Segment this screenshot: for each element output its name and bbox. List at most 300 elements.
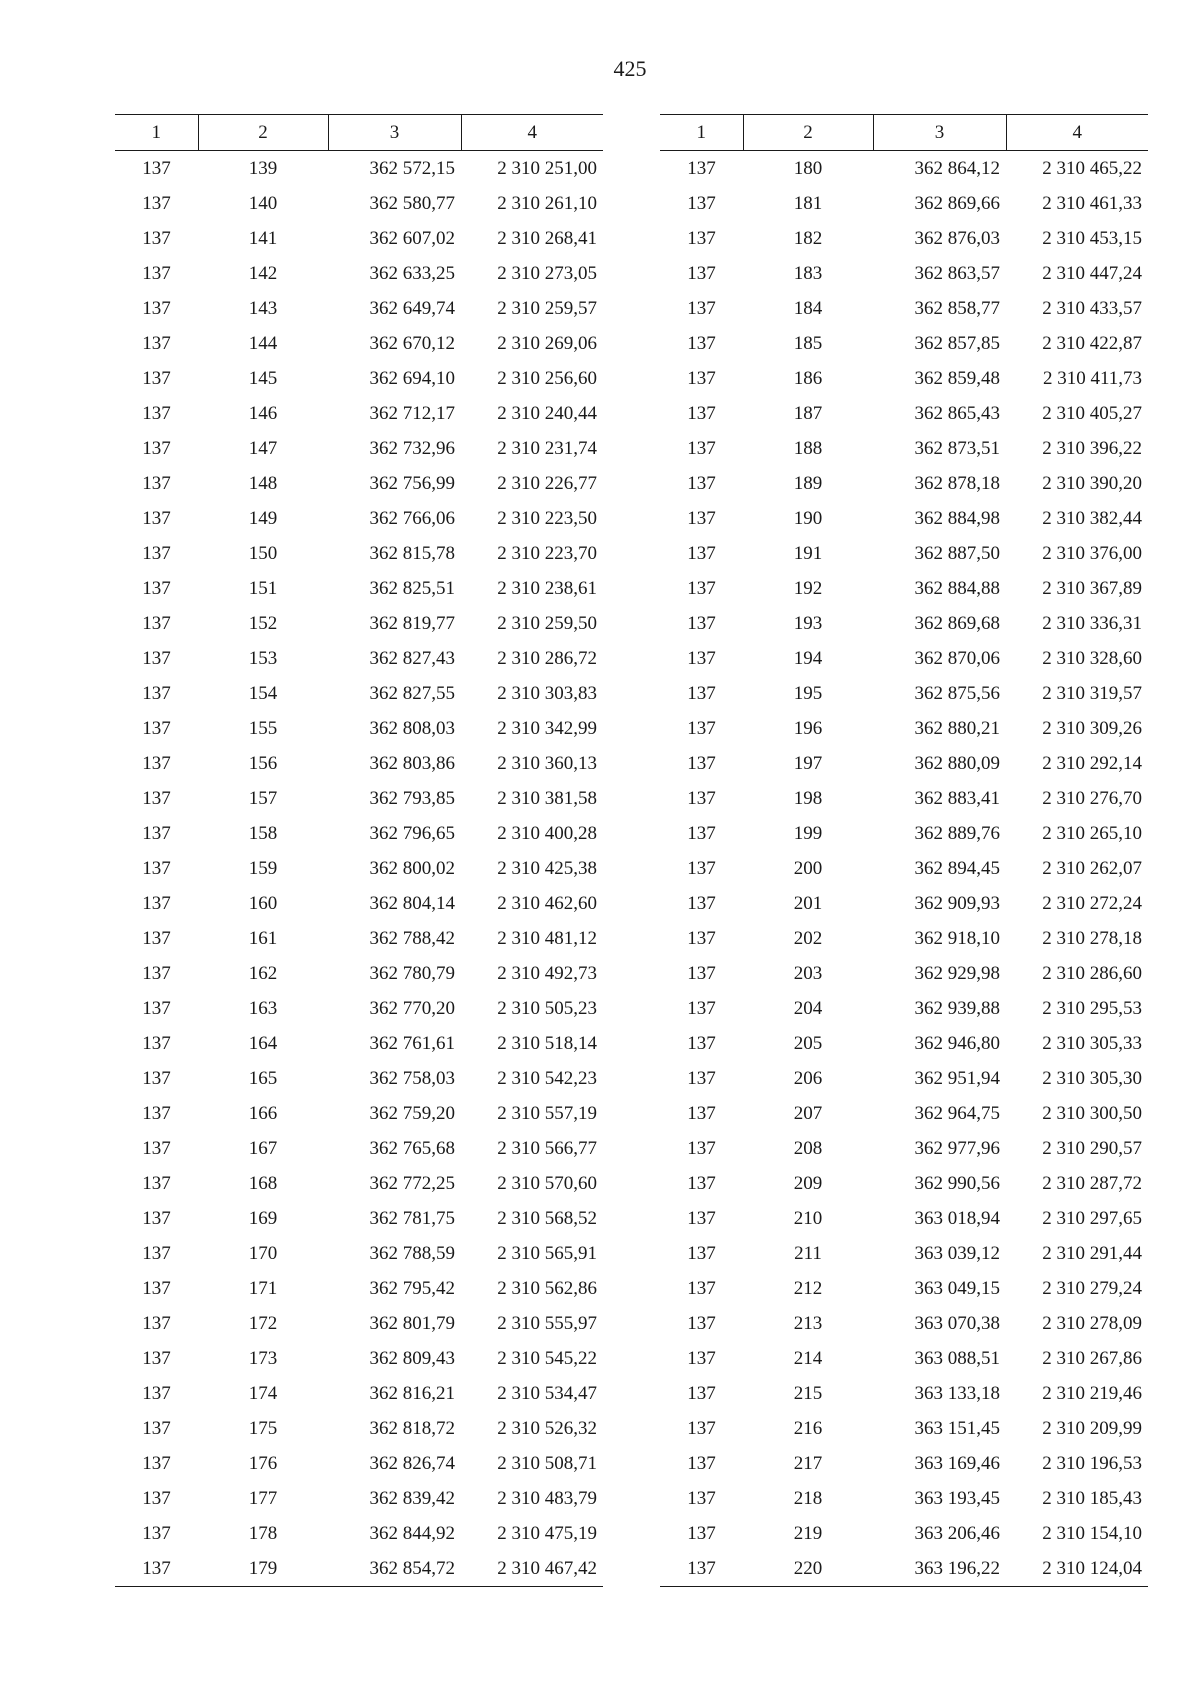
cell-col-2: 161 <box>248 927 278 949</box>
cell-col-2: 150 <box>248 542 278 564</box>
cell-col-2: 187 <box>793 402 823 424</box>
cell-col-3: 362 572,15 <box>369 157 455 179</box>
cell-col-4: 2 310 238,61 <box>497 577 597 599</box>
cell-col-4: 2 310 219,46 <box>1042 1382 1142 1404</box>
header-col-4: 4 <box>1006 115 1148 151</box>
cell-col-2: 140 <box>248 192 278 214</box>
table-row <box>660 921 1148 956</box>
cell-col-2: 195 <box>793 682 823 704</box>
table-row <box>115 1551 603 1587</box>
table-row <box>115 886 603 921</box>
cell-col-1: 137 <box>687 577 716 599</box>
cell-col-2: 191 <box>793 542 823 564</box>
cell-col-1: 137 <box>687 1452 716 1474</box>
cell-col-3: 362 788,59 <box>369 1242 455 1264</box>
cell-col-1: 137 <box>687 437 716 459</box>
cell-col-1: 137 <box>687 717 716 739</box>
cell-col-4: 2 310 342,99 <box>497 717 597 739</box>
cell-col-2: 175 <box>248 1417 278 1439</box>
cell-col-1: 137 <box>687 997 716 1019</box>
cell-col-1: 137 <box>142 472 171 494</box>
table-row <box>660 711 1148 746</box>
cell-col-4: 2 310 462,60 <box>497 892 597 914</box>
cell-col-3: 362 633,25 <box>369 262 455 284</box>
table-row <box>115 1166 603 1201</box>
cell-col-4: 2 310 269,06 <box>497 332 597 354</box>
cell-col-4: 2 310 305,33 <box>1042 1032 1142 1054</box>
header-col-2: 2 <box>743 115 873 151</box>
page-number: 425 <box>613 56 647 81</box>
table-row <box>115 1516 603 1551</box>
table-row <box>660 1411 1148 1446</box>
cell-col-4: 2 310 492,73 <box>497 962 597 984</box>
cell-col-1: 137 <box>687 262 716 284</box>
table-row <box>115 256 603 291</box>
cell-col-2: 211 <box>794 1242 822 1264</box>
cell-col-4: 2 310 526,32 <box>497 1417 597 1439</box>
cell-col-1: 137 <box>142 647 171 669</box>
cell-col-2: 179 <box>198 1551 328 1587</box>
cell-col-3: 362 756,99 <box>369 472 455 494</box>
header-col-4: 4 <box>461 115 603 151</box>
cell-col-2: 197 <box>793 752 823 774</box>
cell-col-4: 2 310 467,42 <box>461 1551 603 1587</box>
table-row <box>115 1096 603 1131</box>
table-row <box>115 1201 603 1236</box>
cell-col-2: 217 <box>793 1452 823 1474</box>
cell-col-3: 362 946,80 <box>914 1032 1000 1054</box>
cell-col-3: 362 765,68 <box>369 1137 455 1159</box>
cell-col-1: 137 <box>687 927 716 949</box>
cell-col-4: 2 310 297,65 <box>1042 1207 1142 1229</box>
cell-col-1: 137 <box>142 1067 171 1089</box>
cell-col-2: 143 <box>248 297 278 319</box>
cell-col-3: 362 780,79 <box>369 962 455 984</box>
cell-col-4: 2 310 276,70 <box>1042 787 1142 809</box>
cell-col-4: 2 310 309,26 <box>1042 717 1142 739</box>
cell-col-4: 2 310 262,07 <box>1042 857 1142 879</box>
cell-col-3: 362 761,61 <box>369 1032 455 1054</box>
cell-col-3: 362 825,51 <box>369 577 455 599</box>
table-row <box>660 361 1148 396</box>
table-row <box>660 956 1148 991</box>
cell-col-4: 2 310 422,87 <box>1042 332 1142 354</box>
cell-col-2: 219 <box>793 1522 823 1544</box>
cell-col-3: 362 889,76 <box>914 822 1000 844</box>
cell-col-2: 185 <box>793 332 823 354</box>
cell-col-2: 193 <box>793 612 823 634</box>
cell-col-2: 152 <box>248 612 278 634</box>
table-row <box>660 1236 1148 1271</box>
cell-col-3: 362 873,51 <box>914 437 1000 459</box>
cell-col-4: 2 310 328,60 <box>1042 647 1142 669</box>
cell-col-4: 2 310 557,19 <box>497 1102 597 1124</box>
table-row <box>660 1271 1148 1306</box>
cell-col-3: 362 870,06 <box>914 647 1000 669</box>
cell-col-4: 2 310 518,14 <box>497 1032 597 1054</box>
cell-col-4: 2 310 447,24 <box>1042 262 1142 284</box>
cell-col-3: 362 788,42 <box>369 927 455 949</box>
table-row <box>115 396 603 431</box>
cell-col-1: 137 <box>142 857 171 879</box>
cell-col-3: 362 801,79 <box>369 1312 455 1334</box>
cell-col-4: 2 310 411,73 <box>1042 367 1142 389</box>
cell-col-4: 2 310 223,50 <box>497 507 597 529</box>
cell-col-4: 2 310 570,60 <box>497 1172 597 1194</box>
table-row <box>660 1096 1148 1131</box>
table-row <box>660 1376 1148 1411</box>
cell-col-2: 214 <box>793 1347 823 1369</box>
cell-col-4: 2 310 261,10 <box>497 192 597 214</box>
table-row <box>660 781 1148 816</box>
cell-col-4: 2 310 508,71 <box>497 1452 597 1474</box>
cell-col-1: 137 <box>115 1551 198 1587</box>
cell-col-2: 166 <box>248 1102 278 1124</box>
cell-col-3: 362 883,41 <box>914 787 1000 809</box>
cell-col-2: 178 <box>248 1522 278 1544</box>
cell-col-1: 137 <box>660 1551 743 1587</box>
cell-col-2: 180 <box>793 157 823 179</box>
cell-col-4: 2 310 534,47 <box>497 1382 597 1404</box>
cell-col-1: 137 <box>142 1207 171 1229</box>
table-row <box>115 1061 603 1096</box>
cell-col-2: 156 <box>248 752 278 774</box>
cell-col-2: 149 <box>248 507 278 529</box>
cell-col-2: 207 <box>793 1102 823 1124</box>
cell-col-3: 362 857,85 <box>914 332 1000 354</box>
cell-col-2: 165 <box>248 1067 278 1089</box>
cell-col-4: 2 310 259,57 <box>497 297 597 319</box>
cell-col-1: 137 <box>142 1487 171 1509</box>
cell-col-3: 362 894,45 <box>914 857 1000 879</box>
cell-col-4: 2 310 562,86 <box>497 1277 597 1299</box>
cell-col-3: 362 854,72 <box>328 1551 461 1587</box>
table-row <box>660 606 1148 641</box>
cell-col-2: 171 <box>248 1277 278 1299</box>
cell-col-3: 362 844,92 <box>369 1522 455 1544</box>
cell-col-4: 2 310 336,31 <box>1042 612 1142 634</box>
cell-col-4: 2 310 555,97 <box>497 1312 597 1334</box>
cell-col-1: 137 <box>142 437 171 459</box>
cell-col-3: 362 694,10 <box>369 367 455 389</box>
cell-col-4: 2 310 433,57 <box>1042 297 1142 319</box>
table-row <box>115 571 603 606</box>
table-row <box>660 1516 1148 1551</box>
cell-col-2: 163 <box>248 997 278 1019</box>
cell-col-2: 203 <box>793 962 823 984</box>
cell-col-1: 137 <box>687 682 716 704</box>
cell-col-2: 147 <box>248 437 278 459</box>
table-row <box>660 466 1148 501</box>
cell-col-1: 137 <box>142 962 171 984</box>
cell-col-1: 137 <box>687 1347 716 1369</box>
table-header <box>660 115 1148 151</box>
cell-col-1: 137 <box>142 1277 171 1299</box>
table-row <box>660 1446 1148 1481</box>
cell-col-1: 137 <box>687 1032 716 1054</box>
cell-col-1: 137 <box>687 962 716 984</box>
cell-col-1: 137 <box>142 1032 171 1054</box>
cell-col-2: 139 <box>248 157 278 179</box>
table-row <box>660 886 1148 921</box>
cell-col-2: 141 <box>248 227 278 249</box>
cell-col-2: 151 <box>248 577 278 599</box>
cell-col-3: 362 939,88 <box>914 997 1000 1019</box>
cell-col-4: 2 310 319,57 <box>1042 682 1142 704</box>
cell-col-2: 159 <box>248 857 278 879</box>
cell-col-2: 158 <box>248 822 278 844</box>
cell-col-4: 2 310 223,70 <box>497 542 597 564</box>
cell-col-2: 192 <box>793 577 823 599</box>
table-row <box>115 1376 603 1411</box>
table-body <box>115 151 603 1587</box>
cell-col-3: 363 049,15 <box>914 1277 1000 1299</box>
cell-col-1: 137 <box>687 1522 716 1544</box>
table-row <box>660 676 1148 711</box>
cell-col-3: 362 732,96 <box>369 437 455 459</box>
cell-col-4: 2 310 382,44 <box>1042 507 1142 529</box>
table-row <box>660 1026 1148 1061</box>
cell-col-2: 208 <box>793 1137 823 1159</box>
table-row <box>115 921 603 956</box>
cell-col-4: 2 310 565,91 <box>497 1242 597 1264</box>
cell-col-3: 362 951,94 <box>914 1067 1000 1089</box>
table-row <box>115 291 603 326</box>
cell-col-3: 362 858,77 <box>914 297 1000 319</box>
cell-col-1: 137 <box>142 822 171 844</box>
cell-col-1: 137 <box>142 787 171 809</box>
table-row <box>660 256 1148 291</box>
cell-col-1: 137 <box>142 402 171 424</box>
cell-col-3: 362 818,72 <box>369 1417 455 1439</box>
header-col-1: 1 <box>660 115 743 151</box>
table-row <box>115 1446 603 1481</box>
cell-col-2: 167 <box>248 1137 278 1159</box>
cell-col-2: 176 <box>248 1452 278 1474</box>
cell-col-2: 170 <box>248 1242 278 1264</box>
cell-col-1: 137 <box>142 997 171 1019</box>
cell-col-3: 363 088,51 <box>914 1347 1000 1369</box>
cell-col-3: 363 039,12 <box>914 1242 1000 1264</box>
cell-col-3: 363 196,22 <box>873 1551 1006 1587</box>
table-row <box>115 1026 603 1061</box>
cell-col-2: 216 <box>793 1417 823 1439</box>
cell-col-3: 362 887,50 <box>914 542 1000 564</box>
cell-col-1: 137 <box>142 1312 171 1334</box>
cell-col-1: 137 <box>142 577 171 599</box>
cell-col-2: 182 <box>793 227 823 249</box>
cell-col-1: 137 <box>687 332 716 354</box>
cell-col-3: 363 169,46 <box>914 1452 1000 1474</box>
cell-col-3: 363 151,45 <box>914 1417 1000 1439</box>
cell-col-2: 186 <box>793 367 823 389</box>
table-row <box>660 571 1148 606</box>
cell-col-3: 362 816,21 <box>369 1382 455 1404</box>
table-row <box>660 1201 1148 1236</box>
cell-col-3: 362 766,06 <box>369 507 455 529</box>
cell-col-3: 363 193,45 <box>914 1487 1000 1509</box>
cell-col-1: 137 <box>142 892 171 914</box>
cell-col-2: 196 <box>793 717 823 739</box>
cell-col-4: 2 310 240,44 <box>497 402 597 424</box>
cell-col-3: 362 884,98 <box>914 507 1000 529</box>
cell-col-4: 2 310 124,04 <box>1006 1551 1148 1587</box>
cell-col-3: 362 875,56 <box>914 682 1000 704</box>
cell-col-1: 137 <box>142 1347 171 1369</box>
cell-col-1: 137 <box>687 822 716 844</box>
cell-col-4: 2 310 300,50 <box>1042 1102 1142 1124</box>
cell-col-1: 137 <box>687 1277 716 1299</box>
cell-col-3: 362 869,66 <box>914 192 1000 214</box>
cell-col-2: 168 <box>248 1172 278 1194</box>
cell-col-2: 206 <box>793 1067 823 1089</box>
cell-col-3: 362 795,42 <box>369 1277 455 1299</box>
cell-col-1: 137 <box>687 367 716 389</box>
table-body <box>660 151 1148 1587</box>
cell-col-1: 137 <box>142 1172 171 1194</box>
cell-col-4: 2 310 405,27 <box>1042 402 1142 424</box>
cell-col-1: 137 <box>687 787 716 809</box>
header-col-3: 3 <box>873 115 1006 151</box>
coordinate-table-left <box>115 114 603 1587</box>
cell-col-1: 137 <box>142 1102 171 1124</box>
table-row <box>660 501 1148 536</box>
table-row <box>660 1306 1148 1341</box>
cell-col-4: 2 310 278,18 <box>1042 927 1142 949</box>
cell-col-1: 137 <box>687 1207 716 1229</box>
cell-col-2: 142 <box>248 262 278 284</box>
cell-col-4: 2 310 196,53 <box>1042 1452 1142 1474</box>
cell-col-2: 162 <box>248 962 278 984</box>
coordinate-table-right <box>660 114 1148 1587</box>
cell-col-2: 205 <box>793 1032 823 1054</box>
table-row <box>660 1061 1148 1096</box>
cell-col-3: 362 880,21 <box>914 717 1000 739</box>
cell-col-1: 137 <box>142 367 171 389</box>
cell-col-3: 362 880,09 <box>914 752 1000 774</box>
table-row <box>115 956 603 991</box>
cell-col-1: 137 <box>142 262 171 284</box>
cell-col-2: 210 <box>793 1207 823 1229</box>
cell-col-3: 362 804,14 <box>369 892 455 914</box>
cell-col-1: 137 <box>142 507 171 529</box>
cell-col-3: 362 796,65 <box>369 822 455 844</box>
cell-col-4: 2 310 483,79 <box>497 1487 597 1509</box>
table-row <box>115 1271 603 1306</box>
cell-col-4: 2 310 226,77 <box>497 472 597 494</box>
table-row <box>115 711 603 746</box>
cell-col-3: 362 826,74 <box>369 1452 455 1474</box>
cell-col-2: 202 <box>793 927 823 949</box>
table-row <box>660 1341 1148 1376</box>
cell-col-1: 137 <box>687 1102 716 1124</box>
table-row <box>115 221 603 256</box>
cell-col-2: 199 <box>793 822 823 844</box>
cell-col-3: 362 990,56 <box>914 1172 1000 1194</box>
cell-col-2: 183 <box>793 262 823 284</box>
table-row <box>115 1411 603 1446</box>
cell-col-4: 2 310 154,10 <box>1042 1522 1142 1544</box>
cell-col-1: 137 <box>142 682 171 704</box>
cell-col-2: 212 <box>793 1277 823 1299</box>
cell-col-4: 2 310 259,50 <box>497 612 597 634</box>
cell-col-1: 137 <box>687 1417 716 1439</box>
cell-col-4: 2 310 381,58 <box>497 787 597 809</box>
cell-col-3: 362 712,17 <box>369 402 455 424</box>
cell-col-3: 362 827,55 <box>369 682 455 704</box>
cell-col-3: 362 864,12 <box>914 157 1000 179</box>
cell-col-1: 137 <box>687 157 716 179</box>
cell-col-3: 362 770,20 <box>369 997 455 1019</box>
cell-col-4: 2 310 265,10 <box>1042 822 1142 844</box>
table-row <box>115 641 603 676</box>
cell-col-2: 173 <box>248 1347 278 1369</box>
table-row <box>115 186 603 221</box>
table-row <box>660 396 1148 431</box>
cell-col-4: 2 310 185,43 <box>1042 1487 1142 1509</box>
cell-col-4: 2 310 465,22 <box>1042 157 1142 179</box>
cell-col-3: 362 815,78 <box>369 542 455 564</box>
cell-col-2: 160 <box>248 892 278 914</box>
cell-col-1: 137 <box>687 297 716 319</box>
cell-col-1: 137 <box>142 927 171 949</box>
table-row <box>660 746 1148 781</box>
table-row <box>115 991 603 1026</box>
cell-col-2: 146 <box>248 402 278 424</box>
cell-col-1: 137 <box>687 857 716 879</box>
cell-col-3: 363 133,18 <box>914 1382 1000 1404</box>
table-row <box>115 606 603 641</box>
cell-col-1: 137 <box>687 612 716 634</box>
cell-col-3: 363 206,46 <box>914 1522 1000 1544</box>
cell-col-2: 209 <box>793 1172 823 1194</box>
cell-col-3: 362 909,93 <box>914 892 1000 914</box>
cell-col-1: 137 <box>142 1137 171 1159</box>
cell-col-3: 362 809,43 <box>369 1347 455 1369</box>
table-row <box>115 151 603 187</box>
cell-col-1: 137 <box>142 332 171 354</box>
cell-col-3: 362 839,42 <box>369 1487 455 1509</box>
cell-col-3: 362 607,02 <box>369 227 455 249</box>
table-row <box>115 1131 603 1166</box>
cell-col-2: 198 <box>793 787 823 809</box>
table-row <box>115 536 603 571</box>
cell-col-2: 220 <box>743 1551 873 1587</box>
cell-col-4: 2 310 376,00 <box>1042 542 1142 564</box>
cell-col-4: 2 310 292,14 <box>1042 752 1142 774</box>
cell-col-4: 2 310 542,23 <box>497 1067 597 1089</box>
table-row <box>660 641 1148 676</box>
cell-col-2: 154 <box>248 682 278 704</box>
cell-col-4: 2 310 286,60 <box>1042 962 1142 984</box>
cell-col-3: 362 859,48 <box>914 367 1000 389</box>
cell-col-1: 137 <box>687 192 716 214</box>
cell-col-3: 362 758,03 <box>369 1067 455 1089</box>
cell-col-1: 137 <box>142 157 171 179</box>
cell-col-4: 2 310 461,33 <box>1042 192 1142 214</box>
table-row <box>660 186 1148 221</box>
cell-col-4: 2 310 367,89 <box>1042 577 1142 599</box>
table-row <box>660 291 1148 326</box>
cell-col-4: 2 310 267,86 <box>1042 1347 1142 1369</box>
cell-col-2: 157 <box>248 787 278 809</box>
cell-col-2: 188 <box>793 437 823 459</box>
cell-col-3: 362 781,75 <box>369 1207 455 1229</box>
cell-col-2: 213 <box>793 1312 823 1334</box>
cell-col-3: 362 929,98 <box>914 962 1000 984</box>
cell-col-2: 201 <box>793 892 823 914</box>
cell-col-1: 137 <box>142 752 171 774</box>
